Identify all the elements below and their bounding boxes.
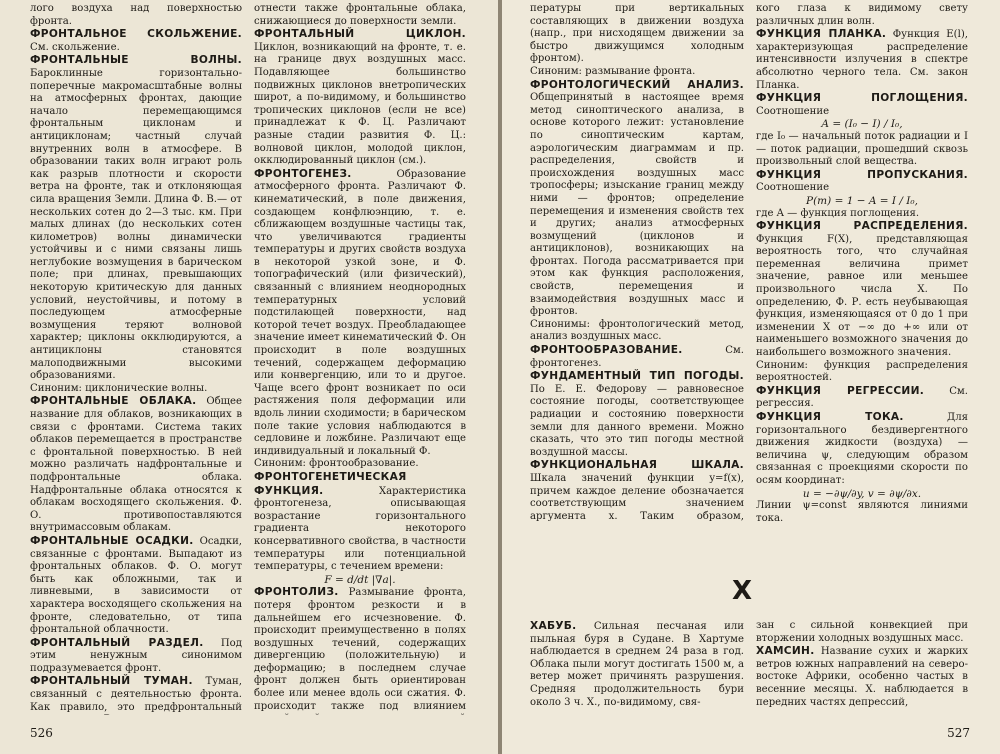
dictionary-entry (30, 535, 242, 637)
entry-definition: Размывание фронта, потеря фронтом резкости и в дальнейшем его исчезновение. Ф. происходит преимущественно в полях воздушных течений, содержащих дивергенцию (положительную) и деформацию; в последнем случае фронт должен быть ориентирован более или менее вдоль оси сжатия. Ф. происходит также под влиянием (254, 587, 466, 712)
text-paragraph: Синонимы: фронтологический метод, анализ воздушных масс. (530, 318, 744, 343)
left-page (0, 0, 498, 754)
dictionary-entry (756, 92, 968, 118)
entry-definition: Под этим ненужным синонимом подразумевается фронт. (30, 637, 242, 674)
entry-headword: ФУНКЦИЯ ПЛАНКА. (756, 28, 887, 41)
entry-headword: ФРОНТАЛЬНЫЕ ОБЛАКА. (30, 395, 197, 408)
entry-definition: Функция F(X), представляющая вероятность того, что случайная переменная величина примет значение, равное или меньшее произвольного числа X. По определению, Ф. Р. есть неубывающая функция, изменяющаяся от 0 до 1 при изменении X от −∞ до +∞ или от наименьшего возможного значения до наибольшего возможного значения. (756, 233, 968, 359)
entry-definition: Шкала значений функции y=f(x), причем каждое деление обозначается соответствующим значением аргумента x. Таким образом, (530, 472, 744, 522)
entry-definition: Сильная песчаная или пыльная буря в Судане. В Хартуме наблюдается в среднем 24 раза в год. Облака пыли могут достигать 1500 м, а ветер может причинять разрушения. Средняя продолжительность бури около 3 ч. Х., по-видимому, свя- (530, 621, 744, 708)
right-column-1-lower (530, 620, 744, 732)
dictionary-entry (530, 344, 744, 370)
text-paragraph: отнести также фронтальные облака, снижающиеся до поверхности земли. (254, 3, 466, 27)
entry-headword: ФРОНТАЛЬНЫЙ РАЗДЕЛ. (30, 636, 204, 649)
entry-definition: Для горизонтального бездивергентного движения жидкости (воздуха) — величина ψ, следующим образом связанная с проекциями скорости по осям координат: (756, 412, 968, 486)
dictionary-entry (530, 459, 744, 523)
formula: A = (I₀ − I) / I₀, (821, 118, 903, 131)
entry-definition: Образование атмосферного фронта. Различают Ф. кинематический, в поле движения, создающем конфлюэнцию, т. е. сближающем воздушные частицы так, что увеличиваются градиенты температуры и других свойств воздуха в некоторой узкой зоне, и Ф. топографический (или физический), связанный с влиянием неоднородных температурных условий подстилающей поверхности, над которой течет воздух. Преобладающее значение имеет кинематический Ф. Он происходит в поле воздушных течений, содержащем деформацию или конвергенцию, или то и другое. Чаще всего фронт возникает по оси растяжения поля деформации или вдоль линии сходимости; в барическом поле такие условия наблюдаются в седловине и ложбине. Различают еще индивидуальный и локальный Ф. (254, 168, 466, 457)
entry-headword: ФУНКЦИЯ ТОКА. (756, 411, 904, 423)
text-paragraph: кого глаза к видимому свету различных длин волн. (756, 3, 968, 27)
dictionary-entry (756, 411, 968, 488)
text-paragraph: Синоним: функция распределения вероятностей. (756, 359, 968, 384)
entry-definition: См. фронтогенез. (530, 345, 744, 369)
dictionary-entry (756, 385, 968, 411)
entry-definition: Функция E(l), характеризующая распределение интенсивности излучения в спектре абсолютно черного тела. См. закон Планка. (756, 29, 968, 91)
entry-headword: ФУНКЦИЯ ПРОПУСКАНИЯ. (756, 168, 968, 181)
dictionary-entry (254, 28, 466, 168)
page-number-left: 526 (30, 726, 53, 740)
entry-headword: ФУНКЦИЯ РЕГРЕССИИ. (756, 384, 925, 397)
entry-definition: Название сухих и жарких ветров южных направлений на северо-востоке Африки, особенно частых в весенние месяцы. Х. наблюдается в передних частях депрессий, (756, 646, 968, 708)
right-column-2 (756, 3, 968, 523)
dictionary-entry (30, 637, 242, 676)
section-letter: Х (732, 576, 753, 606)
left-column-2 (254, 3, 466, 715)
dictionary-entry (530, 79, 744, 319)
text-paragraph: лого воздуха над поверхностью фронта. (30, 3, 242, 27)
entry-definition: См. регрессия. (756, 385, 968, 410)
entry-definition: Осадки, связанные с фронтами. Выпадают из фронтальных облаков. Ф. О. могут быть как обложными, так и ливневыми, в зависимости от характера восходящего скольжения на фронте, следовательно, от типа фронтальной облачности. (30, 535, 242, 636)
text-paragraph: Синоним: циклонические волны. (30, 382, 208, 394)
text-paragraph: где I₀ — начальный поток радиации и I — поток радиации, прошедший сквозь произвольный слой вещества. (756, 130, 968, 168)
dictionary-entry (30, 675, 242, 715)
entry-headword: ХАБУБ. (530, 620, 577, 632)
entry-definition: Соотношение (756, 105, 830, 117)
formula: P(m) = 1 − A = I / I₀, (806, 194, 918, 207)
right-column-1 (530, 3, 744, 523)
formula: u = −∂ψ/∂y, v = ∂ψ/∂x. (802, 487, 922, 500)
entry-headword: ФРОНТАЛЬНЫЕ ОСАДКИ. (30, 534, 194, 547)
text-paragraph: пературы при вертикальных составляющих в движении воздуха (напр., при нисходящем движении за быстро движущимся холодным фронтом). (530, 3, 744, 65)
left-column-1 (30, 3, 242, 715)
entry-headword: ФРОНТАЛЬНОЕ СКОЛЬЖЕНИЕ. (30, 28, 242, 41)
dictionary-entry (30, 54, 242, 382)
entry-definition: Бароклинные горизонтально-поперечные макромасштабные волны на атмосферных фронтах, дающие начало перемещающимся фронтальным циклонам и антициклонам; частный случай внутренних волн в атмосфере. В образовании таких волн играют роль как разрыв плотности и скорости ветра на фронте, так и отклоняющая сила вращения Земли. Длина Ф. В.— от нескольких сотен до 2—3 тыс. км. При малых длинах (до нескольких сотен километров) волны динамически устойчивы и с ними связаны лишь неглубокие возмущения в барическом поле; при длинах, превышающих некоторую критическую для данных условий, неустойчивы, и потому в последующем атмосферные возмущения теряют волновой характер; циклоны окклюдируются, а антициклоны становятся малоподвижными высокими образованиями. (30, 67, 242, 382)
dictionary-entry (254, 471, 466, 574)
entry-definition: Соотношение (756, 182, 830, 194)
entry-definition: Общепринятый в настоящее время метод синоптического анализа, в основе которого лежит: установление по синоптическим картам, аэрологическим диаграммам и пр. распределения, свойств и происхождения воздушных масс тропосферы; изыскание границ между ними — фронтов; определение перемещения и изменения свойств тех и других; анализ атмосферных возмущений (циклонов и антициклонов), возникающих на фронтах. Погода рассматривается при этом как функция расположения, свойств, перемещения и взаимодействия воздушных масс и фронтов. (530, 92, 744, 318)
entry-definition: Характеристика фронтогенеза, описывающая возрастание горизонтального градиента некоторого консервативного свойства, в частности температуры или потенциальной температуры, с течением времени: (254, 485, 466, 573)
dictionary-entry (756, 220, 968, 360)
dictionary-entry (254, 586, 466, 715)
entry-headword: ФРОНТАЛЬНЫЙ ТУМАН. (30, 675, 193, 688)
entry-headword: ФУНКЦИЯ РАСПРЕДЕЛЕНИЯ. (756, 220, 968, 233)
entry-headword: ФРОНТООБРАЗОВАНИЕ. (530, 344, 683, 357)
entry-definition: Циклон, возникающий на фронте, т. е. на границе двух воздушных масс. Подавляющее большинство подвижных циклонов внетропических широт, а по-видимому, и большинство тропических циклонов (если не все) принадлежат к Ф. Ц. Различают разные стадии развития Ф. Ц.: волновой циклон, молодой циклон, окклюдированный циклон (см.). (254, 41, 466, 167)
entry-headword: ФРОНТОЛОГИЧЕСКИЙ АНАЛИЗ. (530, 78, 744, 91)
text-paragraph: Синоним: фронтообразование. (254, 458, 419, 470)
text-paragraph: зан с сильной конвекцией при вторжении холодных воздушных масс. (756, 620, 968, 644)
text-paragraph: Линии ψ=const являются линиями тока. (756, 500, 968, 523)
text-paragraph: где A — функция поглощения. (756, 207, 920, 219)
entry-definition: Туман, связанный с деятельностью фронта. Как правило, это предфронтальный (30, 676, 242, 713)
page-number-right: 527 (947, 726, 970, 740)
text-paragraph: Синоним: размывание фронта. (530, 65, 696, 77)
dictionary-entry (756, 28, 968, 92)
right-column-2-lower (756, 620, 968, 732)
dictionary-entry (530, 370, 744, 459)
entry-headword: ФРОНТАЛЬНЫЕ ВОЛНЫ. (30, 54, 242, 67)
entry-headword: ФРОНТОЛИЗ. (254, 586, 339, 599)
entry-definition: По Е. Е. Федорову — равновесное состояние погоды, соответствующее радиации и состоянию поверхности земли для данного времени. Можно сказать, что это тип погоды местной воздушной массы. (530, 383, 744, 458)
entry-definition: См. скольжение. (30, 41, 120, 53)
formula: F = d/dt |∇a|. (324, 573, 396, 586)
right-page (502, 0, 1000, 754)
dictionary-entry (254, 168, 466, 459)
dictionary-entry (756, 645, 968, 709)
dictionary-entry (530, 620, 744, 709)
entry-definition: Общее название для облаков, возникающих в связи с фронтами. Система таких облаков перемещается в пространстве с фронтальной поверхностью. В ней можно различать надфронтальные и подфронтальные облака. Надфронтальные облака относятся к облакам восходящего скольжения. Ф. О. противопоставляются внутримассовым облакам. (30, 396, 242, 534)
entry-headword: ФУНКЦИОНАЛЬНАЯ ШКАЛА. (530, 459, 744, 472)
entry-headword: ФУНДАМЕНТНЫЙ ТИП ПОГОДЫ. (530, 370, 744, 383)
entry-headword: ФРОНТОГЕНЕТИЧЕСКАЯ ФУНКЦИЯ. (254, 470, 407, 497)
entry-headword: ФУНКЦИЯ ПОГЛОЩЕНИЯ. (756, 92, 968, 105)
dictionary-entry (30, 395, 242, 535)
entry-headword: ФРОНТОГЕНЕЗ. (254, 167, 352, 180)
dictionary-entry (756, 169, 968, 195)
entry-headword: ХАМСИН. (756, 645, 815, 658)
dictionary-entry (30, 28, 242, 54)
entry-headword: ФРОНТАЛЬНЫЙ ЦИКЛОН. (254, 28, 466, 41)
